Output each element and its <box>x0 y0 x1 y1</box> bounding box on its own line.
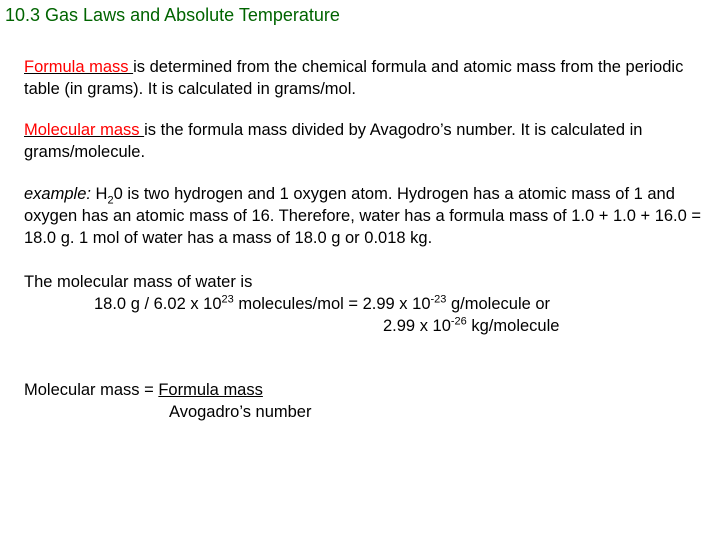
example-paragraph <box>24 183 704 249</box>
molecular-mass-definition: is the formula mass divided by Avagodro’s number. It is calculated in grams/molecule. <box>24 121 643 161</box>
calc-line-3-b: kg/molecule <box>466 317 560 335</box>
example-text: 0 is two hydrogen and 1 oxygen atom. Hydrogen has a atomic mass of 1 and oxygen has an atomic mass of 16. Therefore, water has a formula mass of 1.0 + 1.0 + 16.0 = 18.0 g. 1 mol of water has a mass of 18.0 g or 0.018 kg. <box>24 185 702 247</box>
formula-mass-paragraph <box>24 56 704 100</box>
slide-title: 10.3 Gas Laws and Absolute Temperature <box>5 5 340 25</box>
calc-exponent-3: -26 <box>450 315 467 328</box>
example-h: H <box>90 185 108 203</box>
molecular-mass-term: Molecular mass <box>24 121 145 139</box>
calculation-block <box>24 271 704 337</box>
calc-exponent-2: -23 <box>430 293 447 306</box>
formula-denominator: Avogadro’s number <box>169 403 312 421</box>
calc-line-2-c: g/molecule or <box>446 295 551 313</box>
molecular-mass-formula <box>24 379 311 423</box>
formula-mass-definition: is determined from the chemical formula and atomic mass from the periodic table (in grams). It is calculated in grams/mol. <box>24 58 684 98</box>
example-subscript: 2 <box>107 194 114 207</box>
calc-line-2 <box>24 293 704 315</box>
formula-mass-term: Formula mass <box>24 58 134 76</box>
calc-line-3 <box>24 315 704 337</box>
example-label: example: <box>24 185 91 203</box>
molecular-mass-paragraph <box>24 119 704 163</box>
formula-lhs: Molecular mass = <box>24 381 159 399</box>
calc-line-2-a: 18.0 g / 6.02 x 10 <box>94 295 222 313</box>
calc-exponent-1: 23 <box>221 293 234 306</box>
calc-line-2-b: molecules/mol = 2.99 x 10 <box>233 295 431 313</box>
formula-numerator: Formula mass <box>158 381 263 399</box>
calc-intro: The molecular mass of water is <box>24 273 253 291</box>
calc-line-3-a: 2.99 x 10 <box>383 317 451 335</box>
